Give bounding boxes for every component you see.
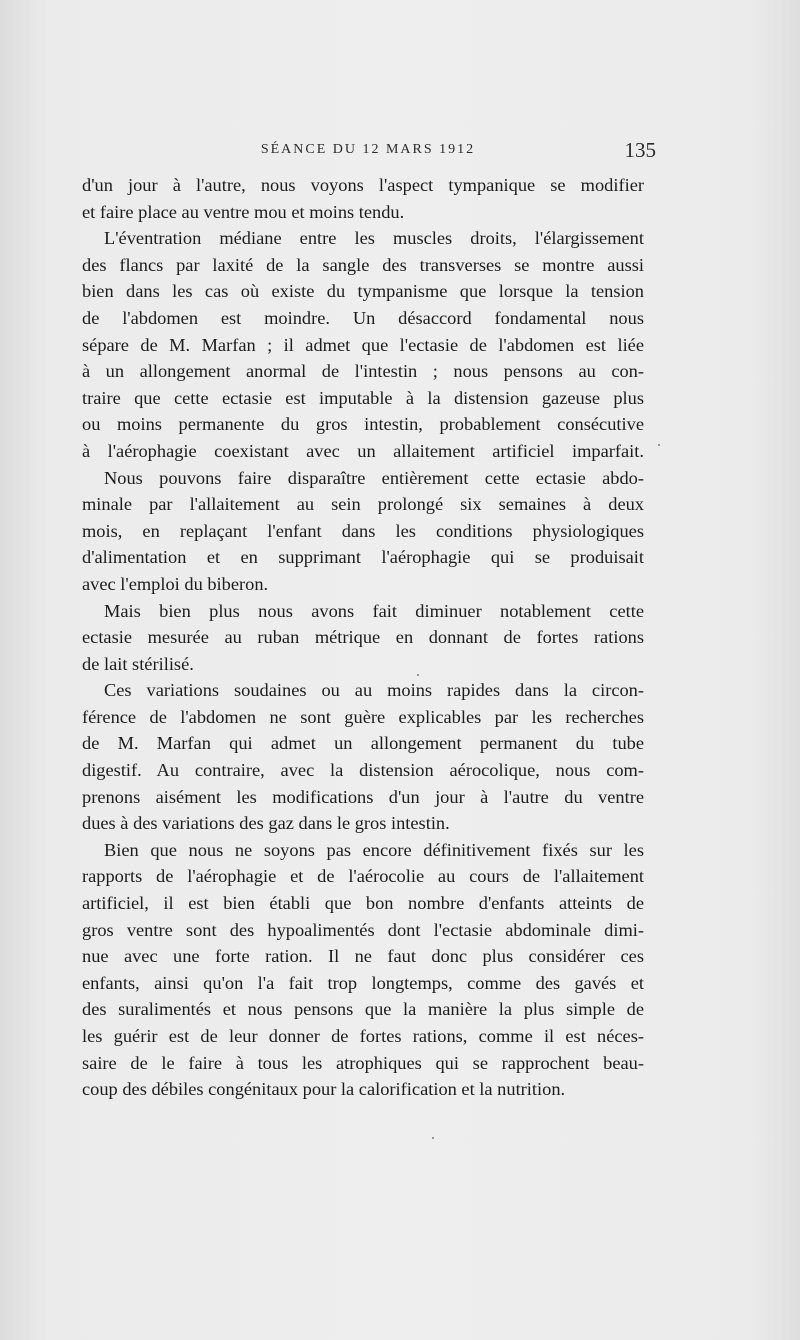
print-speck [417,674,419,676]
text-line: rapports de l'aérophagie et de l'aérocolie au cours de l'allaitement [82,866,644,887]
text-line: artificiel, il est bien établi que bon nombre d'enfants atteints de [82,893,644,914]
text-line: prenons aisément les modifications d'un jour à l'autre du ventre [82,786,644,807]
text-line: des flancs par laxité de la sangle des transverses se montre aussi [82,254,644,275]
text-line: dues à des variations des gaz dans le gros intestin. [82,813,450,834]
text-line: d'un jour à l'autre, nous voyons l'aspect tympanique se modifier [82,175,644,195]
text-line: digestif. Au contraire, avec la distension aérocolique, nous com- [82,760,644,781]
text-line: des suralimentés et nous pensons que la manière la plus simple de [82,999,644,1020]
text-line: nue avec une forte ration. Il ne faut donc plus considérer ces [82,946,644,967]
text-line: de l'abdomen est moindre. Un désaccord fondamental nous [82,307,644,328]
text-line: de M. Marfan qui admet un allongement permanent du tube [82,733,644,754]
text-line: L'éventration médiane entre les muscles droits, l'élargissement [104,228,644,249]
text-line: ou moins permanente du gros intestin, probablement consécutive [82,414,644,435]
text-line: férence de l'abdomen ne sont guère explicables par les recherches [82,706,644,727]
text-line: coup des débiles congénitaux pour la calorification et la nutrition. [82,1079,566,1100]
text-line: gros ventre sont des hypoalimentés dont l'ectasie abdominale dimi- [82,919,644,940]
text-line: Bien que nous ne soyons pas encore définitivement fixés sur les [104,839,644,860]
text-line: et faire place au ventre mou et moins tendu. [82,201,405,222]
text-line: bien dans les cas où existe du tympanisme que lorsque la tension [82,281,644,302]
text-line: les guérir est de leur donner de fortes rations, comme il est néces- [82,1026,644,1046]
text-line: avec l'emploi du biberon. [82,573,269,594]
text-line: enfants, ainsi qu'on l'a fait trop longtemps, comme des gavés et [82,972,644,993]
text-line: de lait stérilisé. [82,653,194,674]
text-line: mois, en replaçant l'enfant dans les conditions physiologiques [82,520,644,541]
text-line: sépare de M. Marfan ; il admet que l'ectasie de l'abdomen est liée [82,334,644,355]
page-number: 135 [624,138,656,162]
running-title: SÉANCE DU 12 MARS 1912 [260,142,476,157]
print-speck [432,1137,434,1139]
text-line: Nous pouvons faire disparaître entièrement cette ectasie abdo- [104,467,644,488]
text-line: minale par l'allaitement au sein prolongé six semaines à deux [82,494,644,515]
text-line: Mais bien plus nous avons fait diminuer notablement cette [104,600,644,621]
text-line: d'alimentation et en supprimant l'aérophagie qui se produisait [82,547,644,568]
text-line: Ces variations soudaines ou au moins rapides dans la circon- [104,680,644,701]
body-text [82,172,644,1103]
text-line: saire de le faire à tous les atrophiques qui se rapprochent beau- [82,1052,644,1073]
text-line: à un allongement anormal de l'intestin ; nous pensons au con- [82,361,644,382]
print-speck [658,444,660,446]
text-line: traire que cette ectasie est imputable à la distension gazeuse plus [82,387,644,408]
text-line: ectasie mesurée au ruban métrique en donnant de fortes rations [82,627,644,648]
running-head [80,138,656,166]
text-line: à l'aérophagie coexistant avec un allaitement artificiel imparfait. [82,440,644,461]
